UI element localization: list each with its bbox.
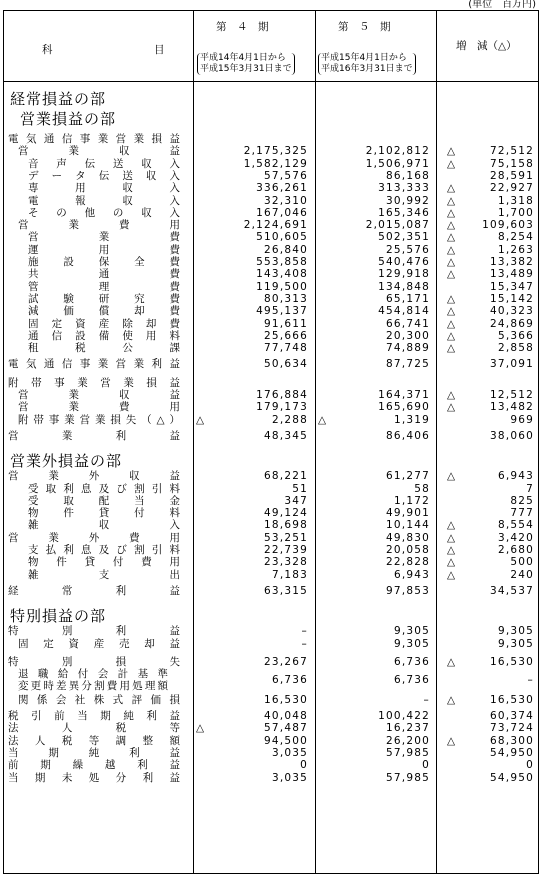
row-value-p4: 57,576 — [264, 169, 308, 182]
row-value-p5: 2,015,087 — [365, 219, 430, 232]
row-value-chg: 40,323 — [490, 305, 534, 318]
header-period4-title: 第 ４ 期 — [216, 21, 269, 33]
row-value-chg: 16,530 — [490, 693, 534, 706]
row-value-p5: 6,943 — [393, 568, 430, 581]
row-value-p4: 2,175,325 — [243, 145, 308, 158]
row-value-chg: 8,554 — [497, 519, 534, 532]
negative-mark: △ — [447, 531, 456, 544]
row-value-p5: 20,058 — [386, 544, 430, 556]
row-value-chg: 8,254 — [497, 231, 534, 244]
row-value-chg: 9,305 — [497, 625, 534, 638]
row-label: 電気通信事業営業損益 — [8, 133, 180, 145]
negative-mark: △ — [447, 317, 456, 330]
row-value-chg: 28,591 — [490, 169, 534, 182]
row-value-chg: 73,724 — [490, 722, 534, 735]
negative-mark: △ — [447, 182, 456, 195]
row-label: 運用費 — [28, 243, 180, 256]
row-value-chg: – — [527, 674, 534, 687]
row-value-chg: 54,950 — [490, 746, 534, 759]
row-value-p5: 16,237 — [386, 722, 430, 735]
row-value-p4: 179,173 — [256, 401, 308, 414]
row-value-chg: 75,158 — [490, 157, 534, 170]
row-value-p4: – — [301, 625, 308, 638]
row-value-p5: 165,346 — [378, 206, 430, 219]
table-row — [4, 470, 538, 482]
row-value-p4: 0 — [300, 759, 308, 772]
negative-mark: △ — [447, 292, 456, 305]
row-value-p4: 91,611 — [264, 317, 308, 330]
row-label: 税引前当期純利益 — [8, 710, 180, 722]
table-row — [4, 170, 538, 182]
row-value-p4: 22,739 — [264, 544, 308, 556]
table-row — [4, 532, 538, 544]
table-row — [4, 507, 538, 519]
row-value-p5: 61,277 — [386, 470, 430, 483]
row-value-chg: 500 — [510, 556, 534, 569]
row-value-chg: 72,512 — [490, 145, 534, 158]
table-row — [4, 377, 538, 389]
unit-label: (単位 百万円) — [468, 0, 536, 10]
row-value-chg: 825 — [510, 494, 534, 507]
row-value-chg: 2,858 — [497, 342, 534, 355]
table-row — [4, 747, 538, 759]
header-period5-range — [318, 53, 416, 75]
row-value-p5: 10,144 — [386, 519, 430, 532]
table-row — [4, 625, 538, 637]
row-value-p4: 3,035 — [271, 746, 308, 759]
row-value-p4: 57,487 — [264, 722, 308, 735]
negative-mark: △ — [196, 413, 205, 426]
table-row — [4, 342, 538, 354]
row-value-p4: 49,124 — [264, 507, 308, 520]
row-value-p5: 1,172 — [393, 494, 430, 507]
row-label: 通信設備使用料 — [28, 329, 180, 342]
table-row — [4, 656, 538, 668]
row-value-p5: – — [423, 693, 430, 706]
row-label: 物件貸付料 — [28, 507, 180, 520]
negative-mark: △ — [447, 194, 456, 207]
table-row — [4, 735, 538, 747]
row-value-p5: 9,305 — [393, 637, 430, 650]
row-value-p4: 336,261 — [256, 182, 308, 195]
row-label: 当期未処分利益 — [8, 771, 180, 784]
row-value-p4: 495,137 — [256, 305, 308, 318]
header-divider — [4, 81, 538, 82]
row-value-chg: 2,680 — [497, 544, 534, 556]
row-value-p5: 49,901 — [386, 507, 430, 520]
table-row — [4, 305, 538, 317]
row-value-p5: 1,319 — [393, 413, 430, 426]
negative-mark: △ — [447, 568, 456, 581]
row-value-p4: 68,221 — [264, 470, 308, 483]
row-label: 経常利益 — [8, 584, 180, 597]
header-subject-right: 目 — [154, 44, 165, 56]
row-value-p4: 48,345 — [264, 429, 308, 442]
row-label: 附帯事業営業損益 — [8, 376, 180, 389]
row-label: 営業利益 — [8, 429, 180, 442]
row-label: 受取利息及び割引料 — [28, 482, 180, 495]
row-label: 租税公課 — [28, 342, 180, 355]
table-row — [4, 268, 538, 280]
row-value-p5: 57,985 — [386, 746, 430, 759]
row-label: 営業収益 — [18, 145, 180, 158]
negative-mark: △ — [447, 231, 456, 244]
row-value-chg: 16,530 — [490, 655, 534, 668]
row-value-p4: 6,736 — [271, 674, 308, 687]
negative-mark: △ — [447, 243, 456, 256]
table-row — [4, 544, 538, 556]
row-label: 特別損失 — [8, 655, 180, 668]
section-nonoperating: 営業外損益の部 — [10, 452, 123, 471]
row-value-p4: – — [301, 637, 308, 650]
table-row — [4, 668, 538, 693]
row-value-p4: 1,582,129 — [243, 157, 308, 170]
row-value-p5: 100,422 — [378, 710, 430, 722]
row-value-chg: 1,263 — [497, 243, 534, 256]
row-label: 営業費 — [28, 231, 180, 244]
row-value-p5: 2,102,812 — [365, 145, 430, 158]
header-period4-from: 平成14年4月1日から — [200, 53, 286, 63]
negative-mark: △ — [447, 401, 456, 414]
row-value-p4: 63,315 — [264, 584, 308, 597]
row-value-p5: 30,992 — [386, 194, 430, 207]
row-value-p5: 57,985 — [386, 771, 430, 784]
row-label-line2: 変更時差異分割費用処理額 — [18, 680, 168, 693]
row-value-chg: 13,382 — [490, 256, 534, 268]
row-value-chg: 7 — [526, 482, 534, 495]
table-row — [4, 414, 538, 426]
row-value-p5: 20,300 — [386, 329, 430, 342]
row-value-chg: 24,869 — [490, 317, 534, 330]
row-value-chg: 37,091 — [490, 358, 534, 371]
negative-mark: △ — [196, 722, 205, 735]
row-value-p5: 0 — [422, 759, 430, 772]
row-value-p5: 66,741 — [386, 317, 430, 330]
negative-mark: △ — [447, 206, 456, 219]
row-value-p4: 25,666 — [264, 329, 308, 342]
row-label: データ伝送収入 — [28, 169, 180, 182]
row-value-p4: 16,530 — [264, 693, 308, 706]
row-label: 特別利益 — [8, 625, 180, 638]
table-row — [4, 182, 538, 194]
header-period4-to: 平成15年3月31日まで — [200, 64, 292, 74]
row-label: 附帯事業営業損失（△） — [18, 413, 180, 426]
negative-mark: △ — [447, 329, 456, 342]
row-value-p5: 164,371 — [378, 389, 430, 401]
row-label: 関係会社株式評価損 — [18, 693, 180, 706]
negative-mark: △ — [447, 305, 456, 318]
table-row — [4, 759, 538, 771]
row-value-p4: 32,310 — [264, 194, 308, 207]
table-row — [4, 519, 538, 531]
header-period5-title: 第 ５ 期 — [338, 21, 391, 33]
section-special: 特別損益の部 — [10, 607, 107, 626]
negative-mark: △ — [447, 256, 456, 268]
row-value-chg: 6,943 — [497, 470, 534, 483]
row-value-p5: 9,305 — [393, 625, 430, 638]
row-value-p5: 87,725 — [386, 358, 430, 371]
row-value-chg: 9,305 — [497, 637, 534, 650]
row-value-chg: 5,366 — [497, 329, 534, 342]
table-row — [4, 244, 538, 256]
row-value-p5: 97,853 — [386, 584, 430, 597]
row-value-p4: 80,313 — [264, 292, 308, 305]
row-label: 固定資産除却費 — [28, 317, 180, 330]
table-row — [4, 495, 538, 507]
table-row — [4, 694, 538, 706]
table-row — [4, 430, 538, 442]
table-row — [4, 483, 538, 495]
row-label: 音声伝送収入 — [28, 157, 180, 170]
negative-mark: △ — [447, 389, 456, 401]
header-period5-from: 平成15年4月1日から — [321, 53, 407, 63]
row-label: 営業費用 — [18, 401, 180, 414]
table-row — [4, 389, 538, 401]
row-value-chg: 68,300 — [490, 734, 534, 747]
table-row — [4, 638, 538, 650]
table-row — [4, 281, 538, 293]
table-row — [4, 195, 538, 207]
negative-mark: △ — [447, 519, 456, 532]
row-value-chg: 13,489 — [490, 268, 534, 281]
row-label: 受取配当金 — [28, 494, 180, 507]
header-subject-left: 科 — [42, 44, 53, 56]
negative-mark: △ — [447, 693, 456, 706]
row-value-p4: 18,698 — [264, 519, 308, 532]
row-label: 法人税等 — [8, 722, 180, 735]
row-value-p4: 94,500 — [264, 734, 308, 747]
row-value-p4: 2,124,691 — [243, 219, 308, 232]
header-period5-to: 平成16年3月31日まで — [321, 64, 413, 74]
header-period4-range — [197, 53, 295, 75]
row-value-chg: 1,700 — [497, 206, 534, 219]
row-value-p4: 50,634 — [264, 358, 308, 371]
table-row — [4, 231, 538, 243]
row-value-chg: 12,512 — [490, 389, 534, 401]
row-value-chg: 38,060 — [490, 429, 534, 442]
row-value-chg: 1,318 — [497, 194, 534, 207]
table-row — [4, 710, 538, 722]
row-value-p4: 2,288 — [271, 413, 308, 426]
table-row — [4, 556, 538, 568]
table-row — [4, 133, 538, 145]
row-label: 施設保全費 — [28, 256, 180, 268]
row-value-chg: 13,482 — [490, 401, 534, 414]
row-label: 固定資産売却益 — [18, 637, 180, 650]
negative-mark: △ — [447, 145, 456, 158]
row-value-p4: 51 — [292, 482, 308, 495]
table-row — [4, 158, 538, 170]
row-value-p5: 454,814 — [378, 305, 430, 318]
row-value-p4: 176,884 — [256, 389, 308, 401]
row-value-p4: 143,408 — [256, 268, 308, 281]
row-label: 管理費 — [28, 280, 180, 293]
negative-mark: △ — [447, 556, 456, 569]
table-row — [4, 256, 538, 268]
section-operating: 営業損益の部 — [20, 110, 117, 128]
row-label: 前期繰越利益 — [8, 759, 180, 772]
row-label: 専用収入 — [28, 182, 180, 195]
row-value-p5: 6,736 — [393, 674, 430, 687]
table-row — [4, 207, 538, 219]
row-value-p4: 26,840 — [264, 243, 308, 256]
table-row — [4, 318, 538, 330]
row-value-chg: 15,142 — [490, 292, 534, 305]
row-value-chg: 109,603 — [482, 219, 534, 232]
table-row — [4, 219, 538, 231]
row-label: 雑収入 — [28, 519, 180, 532]
row-value-p4: 77,748 — [264, 342, 308, 355]
row-value-p5: 313,333 — [378, 182, 430, 195]
negative-mark: △ — [447, 157, 456, 170]
row-value-chg: 15,347 — [490, 280, 534, 293]
row-value-chg: 240 — [510, 568, 534, 581]
row-value-p4: 53,251 — [264, 531, 308, 544]
row-label: 雑支出 — [28, 568, 180, 581]
row-value-p5: 540,476 — [378, 256, 430, 268]
row-value-p4: 3,035 — [271, 771, 308, 784]
negative-mark: △ — [447, 734, 456, 747]
table-row — [4, 401, 538, 413]
section-ordinary: 経常損益の部 — [10, 90, 107, 108]
row-value-p4: 23,267 — [264, 655, 308, 668]
row-label: 当期純利益 — [8, 746, 180, 759]
row-value-chg: 22,927 — [490, 182, 534, 195]
row-label: 試験研究費 — [28, 292, 180, 305]
row-label: 電気通信事業営業利益 — [8, 358, 180, 371]
row-label: 減価償却費 — [28, 305, 180, 318]
row-value-p5: 74,889 — [386, 342, 430, 355]
row-value-chg: 969 — [510, 413, 534, 426]
row-value-p5: 165,690 — [378, 401, 430, 414]
table-row — [4, 358, 538, 370]
row-value-chg: 777 — [510, 507, 534, 520]
row-label: その他の収入 — [28, 206, 180, 219]
row-value-p4: 510,605 — [256, 231, 308, 244]
row-label: 営業収益 — [18, 389, 180, 401]
row-value-chg: 60,374 — [490, 710, 534, 722]
table-row — [4, 569, 538, 581]
row-value-p5: 49,830 — [386, 531, 430, 544]
row-value-chg: 0 — [526, 759, 534, 772]
negative-mark: △ — [447, 342, 456, 355]
table-row — [4, 722, 538, 734]
row-value-p4: 40,048 — [264, 710, 308, 722]
row-value-p5: 58 — [414, 482, 430, 495]
row-value-p5: 502,351 — [378, 231, 430, 244]
row-value-p5: 129,918 — [378, 268, 430, 281]
row-value-p5: 65,171 — [386, 292, 430, 305]
negative-mark: △ — [447, 268, 456, 281]
header-change: 増 減（△） — [456, 40, 517, 52]
table-row — [4, 772, 538, 784]
row-label: 営業外費用 — [8, 531, 180, 544]
row-value-p4: 7,183 — [271, 568, 308, 581]
row-value-p5: 26,200 — [386, 734, 430, 747]
row-value-p5: 22,828 — [386, 556, 430, 569]
income-statement-table — [3, 10, 539, 874]
table-row — [4, 330, 538, 342]
table-row — [4, 145, 538, 157]
negative-mark: △ — [447, 544, 456, 556]
row-label: 電報収入 — [28, 194, 180, 207]
row-value-p5: 86,406 — [386, 429, 430, 442]
row-value-p4: 23,328 — [264, 556, 308, 569]
row-value-p5: 25,576 — [386, 243, 430, 256]
row-value-p4: 167,046 — [256, 206, 308, 219]
negative-mark: △ — [318, 413, 327, 426]
row-value-p5: 86,168 — [386, 169, 430, 182]
row-value-chg: 3,420 — [497, 531, 534, 544]
table-row — [4, 585, 538, 597]
negative-mark: △ — [447, 219, 456, 232]
row-label: 法人税等調整額 — [8, 734, 180, 747]
row-value-p4: 347 — [284, 494, 308, 507]
row-value-chg: 34,537 — [490, 584, 534, 597]
row-label: 支払利息及び割引料 — [28, 544, 180, 556]
row-value-p4: 119,500 — [256, 280, 308, 293]
row-value-p5: 6,736 — [393, 655, 430, 668]
row-value-p5: 1,506,971 — [365, 157, 430, 170]
row-label: 営業費用 — [18, 219, 180, 232]
negative-mark: △ — [447, 470, 456, 483]
row-value-chg: 54,950 — [490, 771, 534, 784]
row-label: 退職給付会計基準 — [18, 668, 168, 681]
row-value-p4: 553,858 — [256, 256, 308, 268]
row-value-p5: 134,848 — [378, 280, 430, 293]
row-label: 営業外収益 — [8, 470, 180, 483]
table-row — [4, 293, 538, 305]
row-label: 共通費 — [28, 268, 180, 281]
negative-mark: △ — [447, 655, 456, 668]
row-label: 物件貸付費用 — [28, 556, 180, 569]
